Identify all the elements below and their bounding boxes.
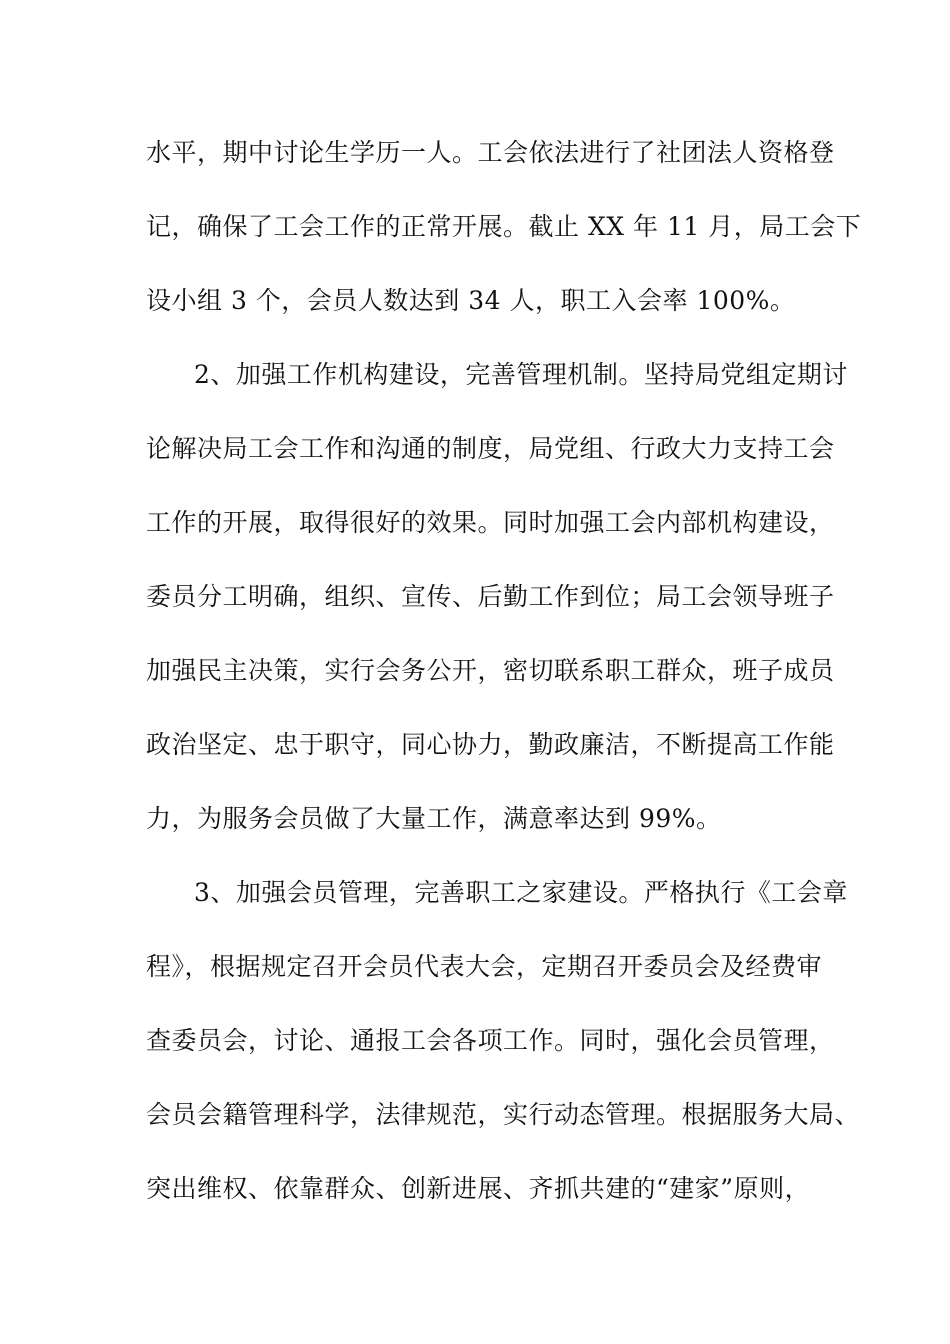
text-line: 水平，期中讨论生学历一人。工会依法进行了社团法人资格登 bbox=[146, 138, 835, 167]
text-line: 设小组 3 个，会员人数达到 34 人，职工入会率 100%。 bbox=[146, 286, 796, 315]
text-line: 突出维权、依靠群众、创新进展、齐抓共建的“建家”原则， bbox=[146, 1174, 811, 1203]
text-line: 委员分工明确，组织、宣传、后勤工作到位；局工会领导班子 bbox=[146, 582, 835, 611]
text-line: 查委员会，讨论、通报工会各项工作。同时，强化会员管理， bbox=[146, 1026, 835, 1055]
text-line: 加强民主决策，实行会务公开，密切联系职工群众，班子成员 bbox=[146, 656, 835, 685]
text-line: 工作的开展，取得很好的效果。同时加强工会内部机构建设， bbox=[146, 508, 835, 537]
text-line: 政治坚定、忠于职守，同心协力，勤政廉洁，不断提高工作能 bbox=[146, 730, 835, 759]
text-line: 会员会籍管理科学，法律规范，实行动态管理。根据服务大局、 bbox=[146, 1100, 861, 1129]
paragraph-3-first-line: 3、加强会员管理，完善职工之家建设。严格执行《工会章 bbox=[194, 878, 848, 907]
text-line: 记，确保了工会工作的正常开展。截止 XX 年 11 月，局工会下 bbox=[146, 212, 862, 241]
paragraph-2-first-line: 2、加强工作机构建设，完善管理机制。坚持局党组定期讨 bbox=[194, 360, 848, 389]
text-line: 力，为服务会员做了大量工作，满意率达到 99%。 bbox=[146, 804, 722, 833]
text-line: 论解决局工会工作和沟通的制度，局党组、行政大力支持工会 bbox=[146, 434, 835, 463]
text-line: 程》，根据规定召开会员代表大会，定期召开委员会及经费审 bbox=[146, 952, 823, 981]
document-body bbox=[146, 128, 862, 1238]
